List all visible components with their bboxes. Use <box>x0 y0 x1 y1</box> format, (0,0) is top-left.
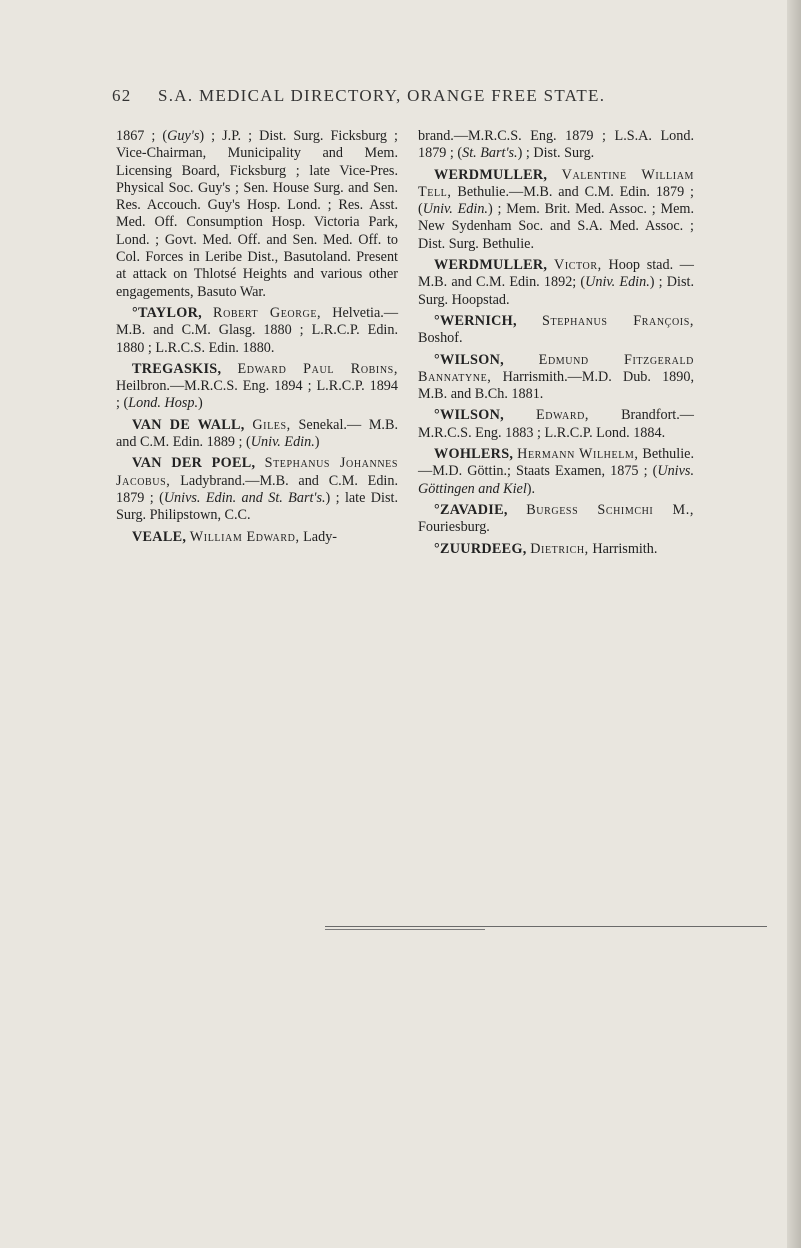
entry-details-tail: ). <box>526 480 536 497</box>
entry-details: Harrismith.—M.D. Dub. 1890, M.B. and B.Ch. 1881. <box>418 368 695 403</box>
entry-given-names: Burgess Schimchi M., <box>526 501 694 518</box>
left-column <box>116 128 398 550</box>
entry-text: ) ; J.P. ; Dist. Surg. Ficksburg ; Vice-Chairman, Municipality and Mem. Licensing Board, Ficksburg ; late Vice-Pres. Physical Soc. Guy's ; Sen. House Surg. and Sen. Res. Accouch. Guy's Hosp. Lond. ; Res. Asst. Med. Off. Consumption Hosp. Victoria Park, Lond. ; Govt. Med. Off. and Sen. Med. Off. to Col. Forces in Leribe Dist., Basutoland. Present at attack on Thlotsé Heights and various other engagements, Basuto War. <box>116 128 399 300</box>
entry-details: Harrismith. <box>592 540 658 557</box>
entry-details: Ladybrand.—M.B. and C.M. Edin. 1879 ; ( <box>116 472 399 506</box>
entry-given-names: Hermann Wilhelm, <box>517 446 639 463</box>
directory-entry <box>418 407 694 442</box>
entry-details-tail: ) ; Dist. Surg. Hoopstad. <box>418 274 694 308</box>
entry-details: Lady- <box>303 528 338 545</box>
entry-details: Bethulie.—M.B. and C.M. Edin. 1879 ; ( <box>418 183 694 218</box>
entry-given-names: Edmund Fitzgerald Bannatyne, <box>418 351 695 385</box>
entry-details: Senekal.— M.B. and C.M. Edin. 1889 ; ( <box>116 416 398 451</box>
entry-given-names: Victor, <box>553 257 602 274</box>
entry-given-names: Edward Paul Robins, <box>237 360 398 377</box>
entry-italic: Univs. Edin. and St. Bart's. <box>163 489 326 506</box>
entry-given-names: Stephanus Johannes Jacobus, <box>116 455 399 489</box>
entry-surname: VEALE, <box>132 528 187 545</box>
directory-entry <box>418 257 694 309</box>
entry-details: Boshof. <box>418 330 463 347</box>
entry-given-names: Valentine William Tell, <box>418 166 695 200</box>
entry-surname: °WERNICH, <box>434 312 517 329</box>
entry-italic: Univ. Edin. <box>250 434 315 451</box>
entry-surname: °WILSON, <box>434 351 504 368</box>
entry-given-names: Edward, <box>535 407 590 424</box>
directory-entry <box>116 529 398 546</box>
section-divider-rule <box>325 929 485 930</box>
entry-italic: Univ. Edin. <box>422 201 488 218</box>
directory-entry <box>418 167 694 253</box>
entry-details-tail: ) ; late Dist. Surg. Philipstown, C.C. <box>116 489 398 524</box>
entry-details: Brandfort.— M.R.C.S. Eng. 1883 ; L.R.C.P. Lond. 1884. <box>418 407 694 441</box>
directory-entry <box>418 502 694 537</box>
entry-italic: Lond. Hosp. <box>128 395 198 412</box>
entry-details: Bethulie.—M.D. Göttin.; Staats Examen, 1875 ; ( <box>418 446 695 480</box>
entry-surname: WOHLERS, <box>434 446 514 463</box>
directory-entry <box>116 361 398 413</box>
entry-italic: Univ. Edin. <box>585 274 650 291</box>
entry-given-names: Robert George, <box>213 304 322 321</box>
entry-surname: °ZAVADIE, <box>434 501 508 518</box>
continued-entry <box>116 128 398 301</box>
directory-entry <box>418 446 694 498</box>
page-edge-shadow <box>787 0 801 1248</box>
entry-italic: Guy's <box>167 128 200 144</box>
entry-details-tail: ) ; Mem. Brit. Med. Assoc. ; Mem. New Sydenham Soc. and S.A. Med. Assoc. ; Dist. Surg. Bethulie. <box>418 201 694 252</box>
entry-surname: °TAYLOR, <box>132 304 202 321</box>
directory-entry <box>116 305 398 357</box>
section-divider-rule <box>325 926 767 927</box>
entry-surname: VAN DER POEL, <box>132 455 256 472</box>
directory-entry <box>418 313 694 348</box>
entry-surname: °ZUURDEEG, <box>434 540 527 557</box>
page-title: S.A. MEDICAL DIRECTORY, ORANGE FREE STATE. <box>158 86 606 105</box>
entry-details-tail: ) <box>198 395 203 412</box>
entry-italic: St. Bart's. <box>462 145 518 162</box>
entry-text: brand.—M.R.C.S. Eng. 1879 ; L.S.A. Lond. 1879 ; ( <box>418 128 694 162</box>
entry-text: 1867 ; ( <box>116 128 168 144</box>
directory-entry <box>116 455 398 524</box>
entry-surname: °WILSON, <box>434 407 504 424</box>
entry-given-names: Stephanus François, <box>542 312 694 329</box>
entry-details: Heilbron.—M.R.C.S. Eng. 1894 ; L.R.C.P. 1894 ; ( <box>116 378 398 412</box>
entry-details: Helvetia.—M.B. and C.M. Glasg. 1880 ; L.R.C.P. Edin. 1880 ; L.R.C.S. Edin. 1880. <box>116 304 399 356</box>
entry-details: Hoop stad. — M.B. and C.M. Edin. 1892; ( <box>418 257 694 291</box>
page-number: 62 <box>112 86 132 105</box>
entry-details: Fouriesburg. <box>418 519 490 536</box>
right-column <box>418 128 694 562</box>
continued-entry <box>418 128 694 163</box>
directory-entry <box>116 417 398 452</box>
entry-text: ) ; Dist. Surg. <box>517 145 595 162</box>
entry-surname: VAN DE WALL, <box>132 416 245 433</box>
entry-given-names: William Edward, <box>189 528 300 545</box>
entry-surname: TREGASKIS, <box>132 360 222 377</box>
entry-given-names: Dietrich, <box>530 540 589 557</box>
directory-entry <box>418 352 694 404</box>
entry-details-tail: ) <box>314 434 320 451</box>
entry-surname: WERDMULLER, <box>434 166 548 183</box>
entry-surname: WERDMULLER, <box>434 257 548 274</box>
directory-entry <box>418 541 694 558</box>
entry-given-names: Giles, <box>252 416 291 433</box>
entry-italic: Univs. Göttingen and Kiel <box>418 463 694 497</box>
